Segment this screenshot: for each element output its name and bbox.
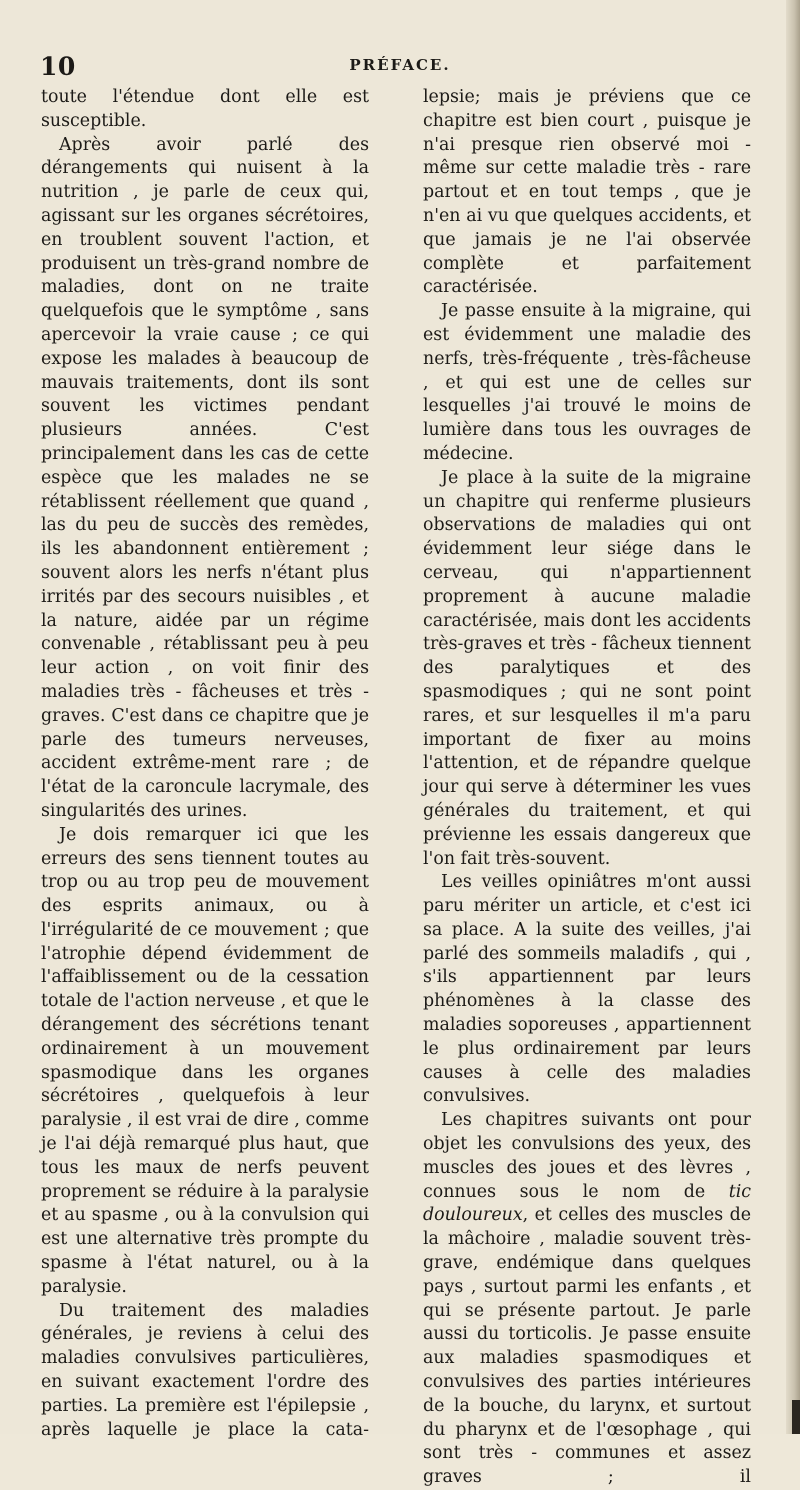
paragraph: Les veilles opiniâtres m'ont aussi paru mériter un article, et c'est ici sa place. A la suite des veilles, j'ai parlé des sommeils maladifs , qui , s'ils appartiennent par leurs phénomènes à la classe des maladies soporeuses , appartiennent le plus ordinairement par leurs causes à celle des maladies convulsives. bbox=[423, 872, 751, 1107]
paragraph: Après avoir parlé des dérangements qui nuisent à la nutrition , je parle de ceux qui, agissant sur les organes sécrétoires, en troublent souvent l'action, et produisent un très-grand nombre de maladies, dont on ne traite quelquefois que le symptôme , sans apercevoir la vraie cause ; ce qui expose les malades à beaucoup de mauvais traitements, dont ils sont souvent les victimes pendant plusieurs années. C'est principalement dans les cas de cette espèce que les malades ne se rétablissent réellement que quand , las du peu de succès des remèdes, ils les abandonnent entièrement ; souvent alors les nerfs n'étant plus irrités par des secours nuisibles , et la nature, aidée par un régime convenable , rétablissant peu à peu leur action , on voit finir des maladies très - fâcheuses et très - graves. C'est dans ce chapitre que je parle des tumeurs nerveuses, accident extrême-ment rare ; de l'état de la caroncule lacrymale, des singularités des urines. bbox=[41, 134, 369, 821]
right-column bbox=[423, 86, 751, 1490]
page-header bbox=[40, 52, 760, 82]
paragraph-text: , et celles des muscles de la mâchoire , maladie souvent très-grave, endémique dans quelques pays , surtout parmi les enfants , et qui se présente partout. Je parle aussi du torticolis. Je passe ensuite aux maladies spasmodiques et convulsives des parties intérieures de la bouche, du larynx, et surtout du pharynx et de l'œsophage , qui sont très - communes et assez graves ; il bbox=[423, 1205, 751, 1488]
paragraph: Je dois remarquer ici que les erreurs des sens tiennent toutes au trop ou au trop peu de mouvement des esprits animaux, ou à l'irrégularité de ce mouvement ; que l'atrophie dépend évidemment de l'affaiblissement ou de la cessation totale de l'action nerveuse , et que le dérangement des sécrétions tenant ordinairement à un mouvement spasmodique dans les organes sécrétoires , quelquefois à leur paralysie , il est vrai de dire , comme je l'ai déjà remarqué plus haut, que tous les maux de nerfs peuvent proprement se réduire à la paralysie et au spasme , ou à la convulsion qui est une alternative très prompte du spasme à l'état naturel, ou à la paralysie. bbox=[41, 824, 369, 1297]
paragraph: Je place à la suite de la migraine un chapitre qui renferme plusieurs observations de maladies qui ont évidemment leur siége dans le cerveau, qui n'appartiennent proprement à aucune maladie caractérisée, mais dont les accidents très-graves et très - fâcheux tiennent des paralytiques et des spasmodiques ; qui ne sont point rares, et sur lesquelles il m'a paru important de fixer au moins l'attention, et de répandre quelque jour qui serve à déterminer les vues générales du traitement, et qui prévienne les essais dangereux que l'on fait très-souvent. bbox=[423, 467, 751, 869]
page-edge-shadow bbox=[792, 1400, 800, 1434]
running-head: PRÉFACE. bbox=[349, 56, 451, 74]
paragraph-text: Les chapitres suivants ont pour objet les convulsions des yeux, des muscles des joues et des lèvres , connues sous le nom de bbox=[423, 1110, 751, 1202]
paragraph: Je passe ensuite à la migraine, qui est évidemment une maladie des nerfs, très-fréquente , très-fâcheuse , et qui est une de celles sur lesquelles j'ai trouvé le moins de lumière dans tous les ouvrages de médecine. bbox=[423, 301, 751, 464]
paragraph: toute l'étendue dont elle est susceptible. bbox=[41, 87, 369, 131]
paragraph: lepsie; mais je préviens que ce chapitre est bien court , puisque je n'ai presque rien observé moi - même sur cette maladie très - rare partout et en tout temps , que je n'en ai vu que quelques accidents, et que jamais je ne l'ai observée complète et parfaitement caractérisée. bbox=[423, 87, 751, 298]
page-edge bbox=[786, 0, 800, 1434]
left-column bbox=[41, 86, 369, 1442]
emphasis-text: tic douloureux bbox=[423, 1181, 751, 1226]
paragraph bbox=[423, 1109, 751, 1490]
page-number: 10 bbox=[40, 52, 76, 81]
paragraph: Du traitement des maladies générales, je reviens à celui des maladies convulsives particulières, en suivant exactement l'ordre des parties. La première est l'épilepsie , après laquelle je place la cata- bbox=[41, 1300, 369, 1440]
